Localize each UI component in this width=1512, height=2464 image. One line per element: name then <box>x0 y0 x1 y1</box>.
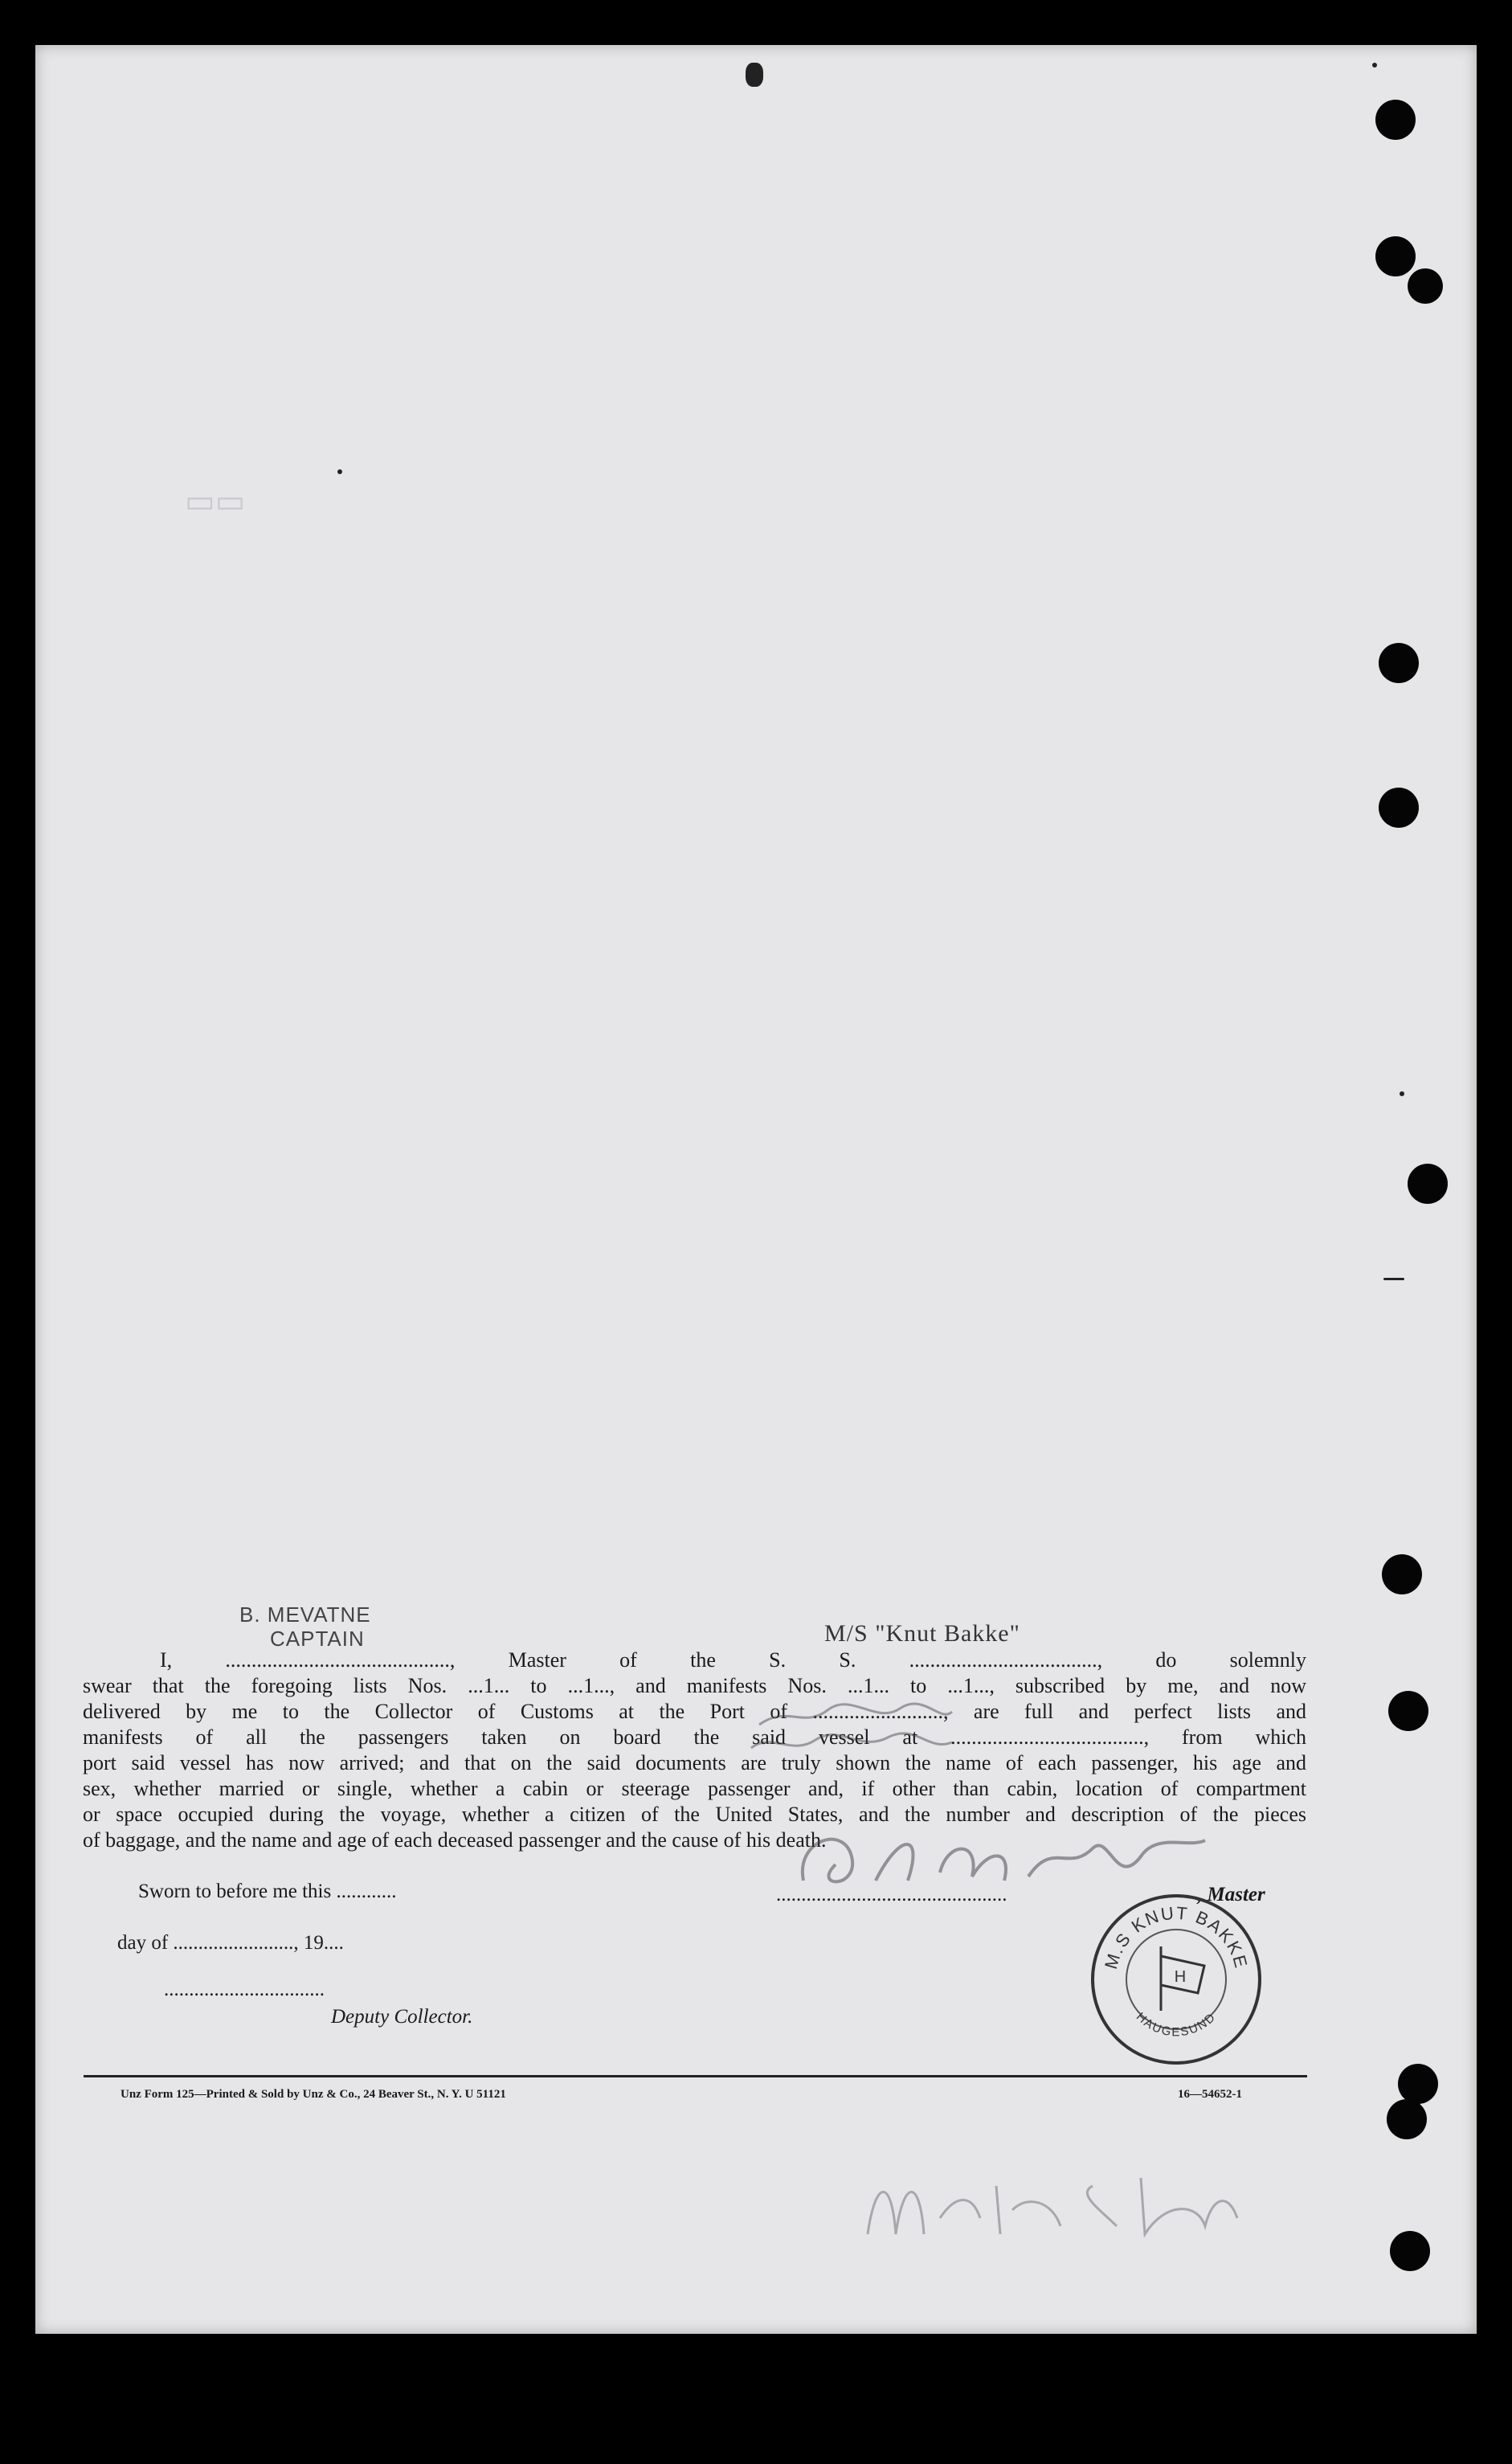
punch-hole <box>1390 2231 1430 2271</box>
oath-line: port said vessel has now arrived; and that on the said documents are truly shown the name of each passenger, his age and <box>83 1751 1306 1774</box>
punch-hole <box>1379 643 1419 683</box>
oath-line: swear that the foregoing lists Nos. ...1... to ...1..., and manifests Nos. ...1... to ...1..., subscribed by me, and now <box>83 1674 1306 1697</box>
master-label: , Master <box>1197 1884 1265 1905</box>
punch-hole <box>1387 2099 1427 2139</box>
ink-speck <box>1400 1091 1404 1096</box>
bleed-through-mark: ▭▭ <box>185 482 246 520</box>
punch-hole <box>1408 268 1443 304</box>
punch-hole <box>1382 1554 1422 1594</box>
seal-center-letter: H <box>1174 1968 1187 1986</box>
ink-speck <box>1372 63 1377 68</box>
captain-title-stamp: CAPTAIN <box>270 1627 365 1651</box>
svg-text:HAUGESUND <box>1134 2010 1219 2039</box>
punch-hole <box>1408 1164 1448 1204</box>
seal-bottom-text: HAUGESUND <box>1133 2010 1220 2040</box>
oath-line: manifests of all the passengers taken on board the said vessel at ....................................., from which <box>83 1725 1306 1749</box>
oath-line: I, ..........................................., Master of the S. S. ...................................., do solemnly <box>160 1648 1306 1672</box>
sworn-before-line: Sworn to before me this ............ <box>138 1881 397 1902</box>
form-number: 16—54652-1 <box>1178 2088 1242 2101</box>
handwritten-departure-port <box>747 1728 956 1760</box>
ink-speck <box>1383 1278 1404 1280</box>
punch-hole <box>1375 236 1416 276</box>
deputy-collector-label: Deputy Collector. <box>331 2006 473 2028</box>
ship-name-stamp: M/S "Knut Bakke" <box>824 1620 1020 1647</box>
footer-rule <box>84 2075 1307 2077</box>
archive-handwritten-note <box>860 2162 1245 2250</box>
master-signature-line: .............................................. <box>776 1884 1007 1905</box>
punch-hole <box>1388 1691 1428 1731</box>
ink-speck <box>746 63 763 87</box>
punch-hole <box>1375 100 1416 140</box>
oath-line: or space occupied during the voyage, whether a citizen of the United States, and the number and description of the pieces <box>83 1803 1306 1826</box>
ink-speck <box>337 469 342 474</box>
punch-hole <box>1379 788 1419 828</box>
seal-top-text: M.S KNUT BAKKE <box>1101 1902 1252 1971</box>
ship-seal-stamp <box>1087 1890 1265 2069</box>
oath-line: of baggage, and the name and age of each deceased passenger and the cause of his death. <box>83 1828 827 1852</box>
oath-line: sex, whether married or single, whether a cabin or steerage passenger and, if other than cabin, location of compartment <box>83 1777 1306 1800</box>
punch-hole <box>1398 2064 1438 2104</box>
day-of-line: day of ........................, 19.... <box>117 1932 344 1954</box>
printer-imprint: Unz Form 125—Printed & Sold by Unz & Co., 24 Beaver St., N. Y. U 51121 <box>121 2088 506 2101</box>
captain-name-stamp: B. MEVATNE <box>239 1602 371 1627</box>
oath-line: delivered by me to the Collector of Customs at the Port of ........................., are full and perfect lists and <box>83 1700 1306 1723</box>
deputy-collector-line: ................................ <box>164 1979 325 2000</box>
